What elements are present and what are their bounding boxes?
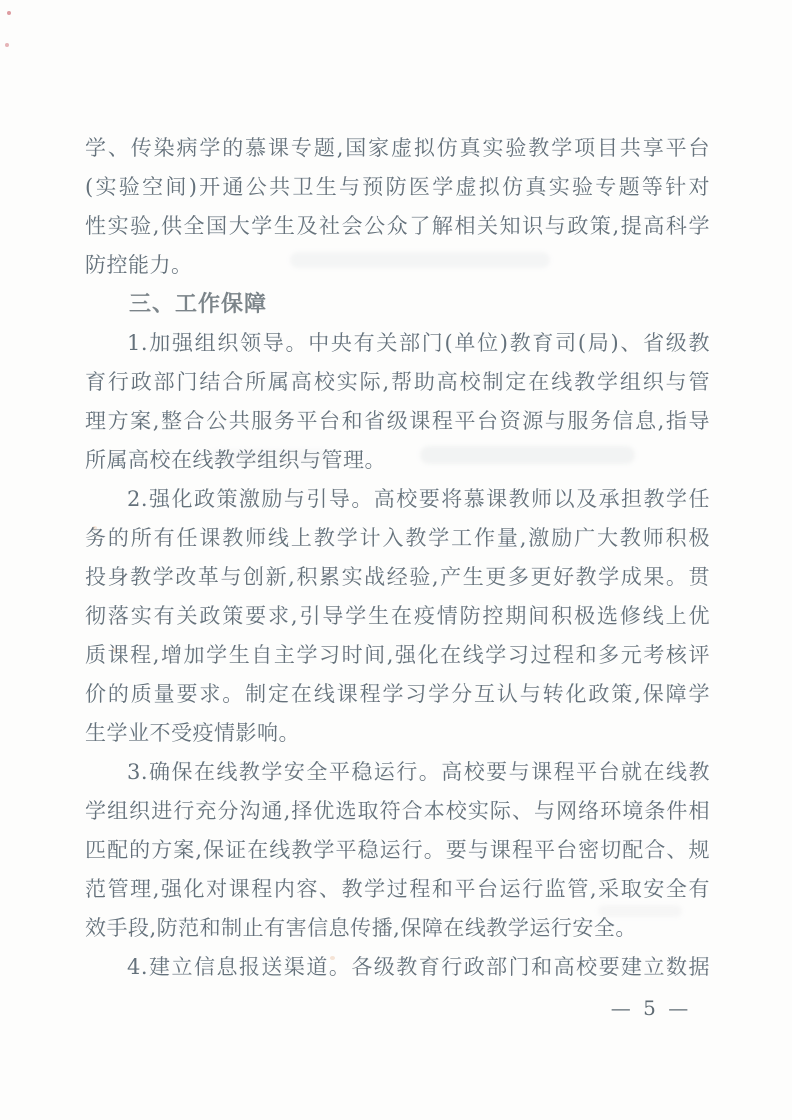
text-line: 务的所有任课教师线上教学计入教学工作量,激励广大教师积极 (85, 526, 710, 550)
text-line: 生学业不受疫情影响。 (85, 721, 300, 745)
text-line: 学、传染病学的慕课专题,国家虚拟仿真实验教学项目共享平台 (85, 136, 710, 160)
document-text (85, 129, 710, 987)
text-line: 匹配的方案,保证在线教学平稳运行。要与课程平台密切配合、规 (85, 838, 710, 862)
scan-speck-red (5, 43, 9, 47)
text-line: 2.强化政策激励与引导。高校要将慕课教师以及承担教学任 (127, 487, 710, 511)
text-line: 投身教学改革与创新,积累实战经验,产生更多更好教学成果。贯 (85, 565, 710, 589)
page-number: — 5 — (610, 996, 692, 1020)
text-line: 质课程,增加学生自主学习时间,强化在线学习过程和多元考核评 (85, 643, 710, 667)
text-line: 4.建立信息报送渠道。各级教育行政部门和高校要建立数据 (127, 955, 710, 979)
text-line: 所属高校在线教学组织与管理。 (85, 448, 386, 472)
text-line: 性实验,供全国大学生及社会公众了解相关知识与政策,提高科学 (85, 214, 710, 238)
text-line: 防控能力。 (85, 253, 193, 277)
scan-speck-red (7, 11, 11, 15)
text-line: 学组织进行充分沟通,择优选取符合本校实际、与网络环境条件相 (85, 799, 710, 823)
text-line: 范管理,强化对课程内容、教学过程和平台运行监管,采取安全有 (85, 877, 710, 901)
section-heading: 三、工作保障 (129, 292, 268, 317)
text-line: 1.加强组织领导。中央有关部门(单位)教育司(局)、省级教 (127, 331, 710, 355)
text-line: 育行政部门结合所属高校实际,帮助高校制定在线教学组织与管 (85, 370, 710, 394)
text-line: 理方案,整合公共服务平台和省级课程平台资源与服务信息,指导 (85, 409, 710, 433)
text-line: 效手段,防范和制止有害信息传播,保障在线教学运行安全。 (85, 916, 637, 940)
text-line: 价的质量要求。制定在线课程学习学分互认与转化政策,保障学 (85, 682, 710, 706)
text-line: (实验空间)开通公共卫生与预防医学虚拟仿真实验专题等针对 (85, 175, 710, 199)
text-line: 彻落实有关政策要求,引导学生在疫情防控期间积极选修线上优 (85, 604, 710, 628)
text-line: 3.确保在线教学安全平稳运行。高校要与课程平台就在线教 (127, 760, 710, 784)
